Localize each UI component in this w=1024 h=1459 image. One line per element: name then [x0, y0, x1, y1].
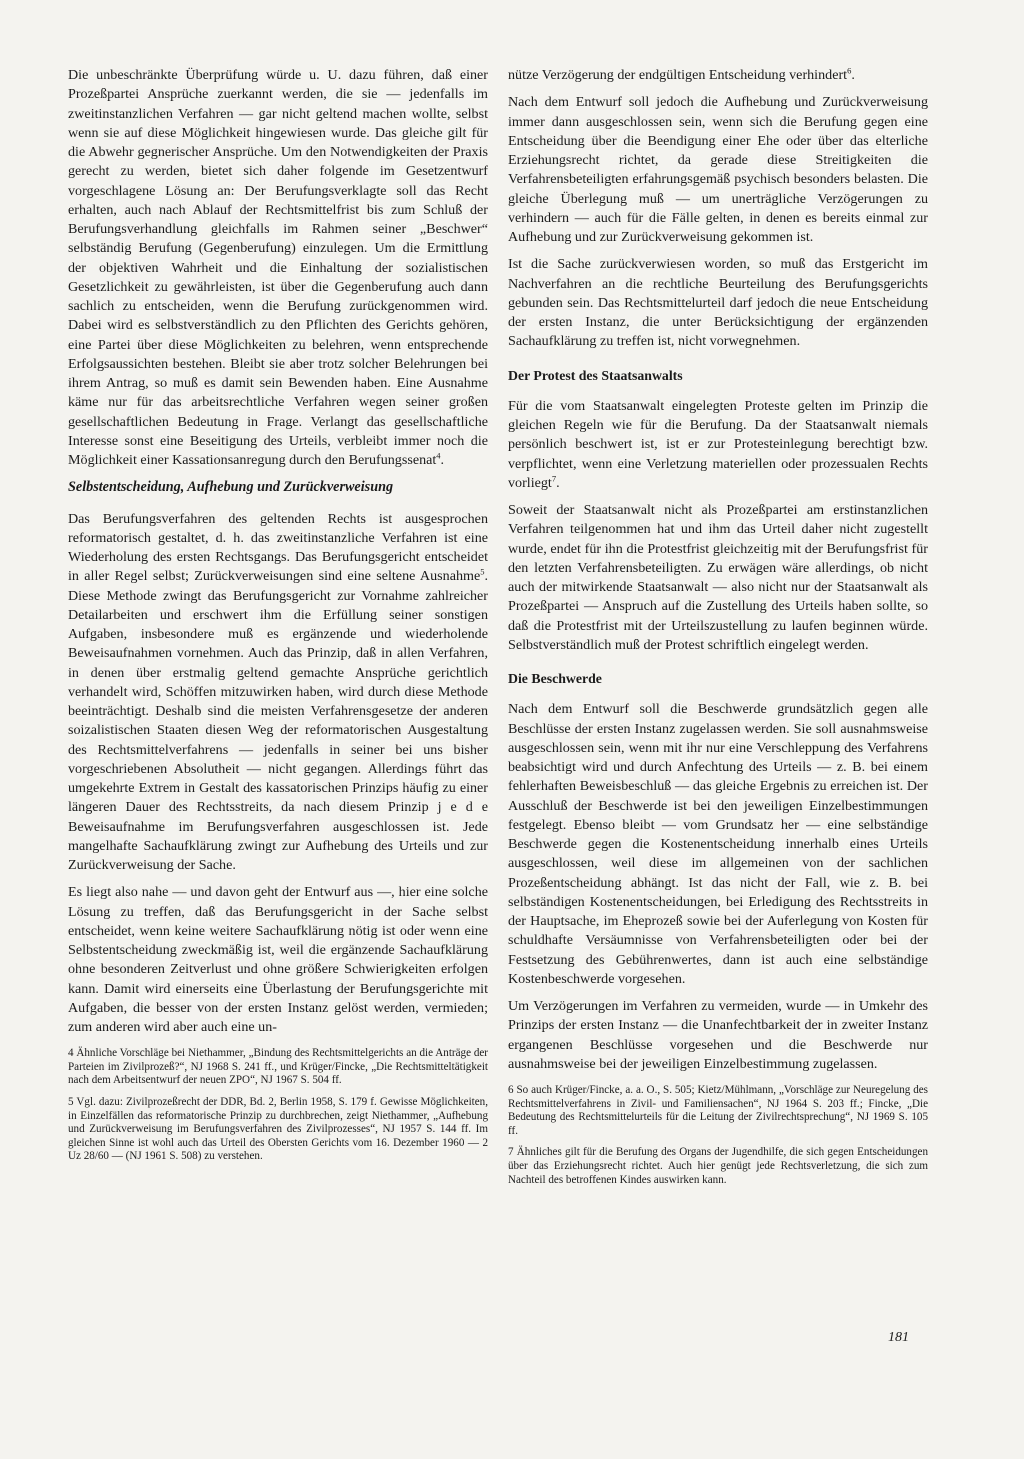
paragraph: Die unbeschränkte Überprüfung würde u. U. dazu führen, daß einer Prozeßpartei Ansprüche zuerkannt werden, die sie — jedenfalls im zweitinstanzlichen Verfahren — gar nicht geltend machen wollte, selbst wenn sie auf diese Möglichkeit hingewiesen wurde. Das gleiche gilt für die Abwehr gegnerischer Ansprüche. Um den Notwendigkeiten der Praxis gerecht zu werden, bietet sich daher folgende im Gesetzentwurf vorgeschlagene Lösung an: Der Berufungsverklagte soll das Recht erhalten, auch nach Ablauf der Rechtsmittelfrist bis zum Schluß der Berufungsverhandlung gleichfalls im Rahmen seiner „Beschwer“ selbständig Berufung (Gegenberufung) einzulegen. Um die Ermittlung der objektiven Wahrheit und die Einhaltung der sozialistischen Gesetzlichkeit zu gewährleisten, ist über die Gegenberufung auch dann sachlich zu entscheiden, wenn die Berufung zurückgenommen wird. Dabei wird es selbstverständlich zu den Pflichten des Gerichts gehören, eine Partei über diese Möglichkeiten zu belehren, wenn entsprechende Erfolgsaussichten bestehen. Bleibt sie aber trotz solcher Belehrungen bei ihrem Antrag, so muß es damit sein Bewenden haben. Eine Ausnahme käme nur für das arbeitsrechtliche Verfahren wegen seiner großen gesellschaftlichen Bedeutung in Frage. Verlangt das gesellschaftliche Interesse sonst eine Beseitigung des Urteils, verbleibt immer noch die Möglichkeit einer Kassationsanregung durch den Berufungssenat$^4$. — [68, 67, 488, 468]
footnote-ref: 5 — [480, 566, 485, 577]
paragraph: Um Verzögerungen im Verfahren zu vermeiden, wurde — in Umkehr des Prinzips der ersten Instanz — die Unanfechtbarkeit der in zweiter Instanz ergangenen Beschlüsse vorgesehen und die Beschwerde nur ausnahmsweise bei der jeweiligen Einzelbestimmung zugelassen. — [508, 998, 928, 1072]
page-number: 181 — [888, 1330, 909, 1345]
section-heading: Die Beschwerde — [508, 671, 602, 686]
paragraph: Ist die Sache zurückverwiesen worden, so muß das Erstgericht im Nachverfahren an die rechtliche Beurteilung des Berufungsgerichts gebunden sein. Das Rechtsmittelurteil darf jedoch die neue Entscheidung der ersten Instanz, die unter Berücksichtigung der ergänzenden Sachaufklärung zu treffen ist, nicht vorwegnehmen. — [508, 256, 928, 350]
paragraph: Nach dem Entwurf soll die Beschwerde grundsätzlich gegen alle Beschlüsse der ersten Instanz zugelassen werden. Sie soll ausnahmsweise ausgeschlossen sein, wenn mit ihr nur eine Verschleppung des Verfahrens beabsichtigt wird und durch Anfechtung des Urteils — z. B. bei einem fehlerhaften Beweisbeschluß — das gleiche Ergebnis zu erreichen ist. Der Ausschluß der Beschwerde ist bei den jeweiligen Einzelbestimmungen festgelegt. Ebenso bleibt — vom Grundsatz her — eine selbständige Beschwerde gegen die Kostenentscheidung innerhalb eines Urteils ausgeschlossen, weil diese im allgemeinen von der sachlichen Prozeßentscheidung abhängt. Ist das nicht der Fall, wie z. B. bei selbständigen Kostenentscheidungen, bei Erledigung des Rechtsstreits in der Hauptsache, im Eheprozeß sowie bei der Auferlegung von Kosten für schuldhafte Versäumnisse von Verfahrensbeteiligten oder bei der Festsetzung des Gebührenwertes, dann ist auch eine selbständige Kostenbeschwerde vorgesehen. — [508, 701, 928, 987]
paragraph: Es liegt also nahe — und davon geht der Entwurf aus —, hier eine solche Lösung zu treffen, daß das Berufungsgericht in der Sache selbst entscheidet, wenn keine weitere Sachaufklärung nötig ist oder wenn eine Selbstentscheidung zweckmäßig ist, weil die ergänzende Sachaufklärung ohne besonderen Zeitverlust und ohne größere Schwierigkeiten erfolgen kann. Damit wird einerseits eine Überlastung der Berufungsgerichte mit Aufgaben, die besser von der ersten Instanz gelöst werden, vermieden; zum anderen wird aber auch eine un- — [68, 884, 488, 1035]
paragraph: Nach dem Entwurf soll jedoch die Aufhebung und Zurückverweisung immer dann ausgeschlossen sein, wenn sich die Berufung gegen eine Entscheidung über die Beendigung einer Ehe oder über das elterliche Erziehungsrecht richtet, da gerade diese Streitigkeiten die Verfahrensbeteiligten erfahrungsgemäß psychisch besonders belasten. Die gleiche Überlegung muß — um unerträgliche Verzögerungen zu verhindern — auch für die Fälle gelten, in denen es bereits einmal zur Aufhebung und zur Zurückverweisung gekommen ist. — [508, 94, 928, 245]
footnote: 4 Ähnliche Vorschläge bei Niethammer, „Bindung des Rechtsmittelgerichts an die Anträge der Parteien im Zivilprozeß?“, NJ 1968 S. 241 ff., und Krüger/Fincke, „Die Rechtsmitteltätigkeit nach dem Arbeitsentwurf der neuen ZPO“, NJ 1967 S. 504 ff. — [68, 1047, 488, 1087]
footnote: 6 So auch Krüger/Fincke, a. a. O., S. 505; Kietz/Mühlmann, „Vorschläge zur Neuregelung des Rechtsmittelverfahrens in Zivil- und Familiensachen“, NJ 1964 S. 203 ff.; Fincke, „Die Bedeutung des Rechtsmittelurteils für die Leitung der Zivilrechtsprechung“, NJ 1969 S. 105 ff. — [508, 1084, 928, 1137]
footnote-ref: 6 — [847, 65, 852, 76]
footnote-ref: 4 — [436, 450, 441, 461]
paragraph: Soweit der Staatsanwalt nicht als Prozeßpartei am erstinstanzlichen Verfahren teilgenommen hat und ihm das Urteil daher nicht zugestellt wurde, endet für ihn die Protestfrist gleichzeitig mit der Berufungsfrist für den letzten Verfahrensbeteiligten. Zu erwägen wäre allerdings, ob nicht auch der mitwirkende Staatsanwalt — also nicht nur der Staatsanwalt als Prozeßpartei — Anspruch auf die Zustellung des Urteils haben sollte, so daß die Protestfrist mit der Urteilszustellung zu laufen beginnen würde. Selbstverständlich muß der Protest schriftlich eingelegt werden. — [508, 502, 928, 653]
section-heading: Selbstentscheidung, Aufhebung und Zurückverweisung — [68, 479, 394, 496]
footnote: 5 Vgl. dazu: Zivilprozeßrecht der DDR, Bd. 2, Berlin 1958, S. 179 f. Gewisse Möglichkeiten, in Einzelfällen das reformatorische Prinzip zu durchbrechen, zeigt Niethammer, „Aufhebung und Zurückverweisung im Berufungsverfahren des Zivilprozesses“, NJ 1957 S. 144 ff. Im gleichen Sinne ist wohl auch das Urteil des Obersten Gerichts vom 16. Dezember 1960 — 2 Uz 28/60 — (NJ 1961 S. 508) zu verstehen. — [68, 1096, 488, 1163]
left-column — [68, 66, 488, 1172]
paragraph: Das Berufungsverfahren des geltenden Rechts ist ausgesprochen reformatorisch gestaltet, d. h. das zweitinstanzliche Verfahren ist eine Wiederholung des ersten Rechtsgangs. Das Berufungsgericht entscheidet in aller Regel selbst; Zurückverweisungen sind eine seltene Ausnahme$^5$. Diese Methode zwingt das Berufungsgericht zur Vornahme zahlreicher Detailarbeiten und erschwert ihm die Erfüllung seiner sonstigen Aufgaben, insbesondere muß es ergänzende und wiederholende Beweisaufnahmen vornehmen. Auch das Prinzip, daß in allen Verfahren, in denen über erstmalig geltend gemachte Ansprüche gerichtlich verhandelt wird, Schöffen mitzuwirken haben, wird durch diese Methode beeinträchtigt. Deshalb sind die meisten Verfahrensgesetze der anderen soizalistischen Staaten diesen Weg der reformatorischen Ausgestaltung des Rechtsmittelverfahrens — jedenfalls in seiner bei uns bisher vorgeschriebenen Absolutheit — nicht gegangen. Allerdings führt das umgekehrte Extrem in Gestalt des kassatorischen Prinzips häufig zu einer längeren Dauer des Rechtsstreits, da nach diesem Prinzip j e d e Beweisaufnahme im Berufungsverfahren ausgeschlossen ist. Jede mangelhafte Sachaufklärung zwingt zur Aufhebung des Urteils und zur Zurückverweisung der Sache. — [68, 510, 488, 873]
footnote-ref: 7 — [551, 473, 557, 484]
paragraph: nütze Verzögerung der endgültigen Entscheidung verhindert$^6$. — [508, 65, 855, 83]
section-heading: Der Protest des Staatsanwalts — [508, 367, 683, 383]
right-column — [508, 66, 928, 1195]
footnote: 7 Ähnliches gilt für die Berufung des Organs der Jugendhilfe, die sich gegen Entscheidungen über das Erziehungsrecht richtet. Auch hier genügt jede Rechtsverletzung, die sich zum Nachteil des betroffenen Kindes auswirken kann. — [508, 1146, 928, 1186]
paragraph: Für die vom Staatsanwalt eingelegten Proteste gelten im Prinzip die gleichen Regeln wie für die Berufung. Da der Staatsanwalt niemals persönlich beschwert ist, ist er zur Protesteinlegung berechtigt bzw. verpflichtet, wenn eine Verletzung materiellen oder prozessualen Rechts vorliegt$^7$. — [508, 397, 928, 491]
